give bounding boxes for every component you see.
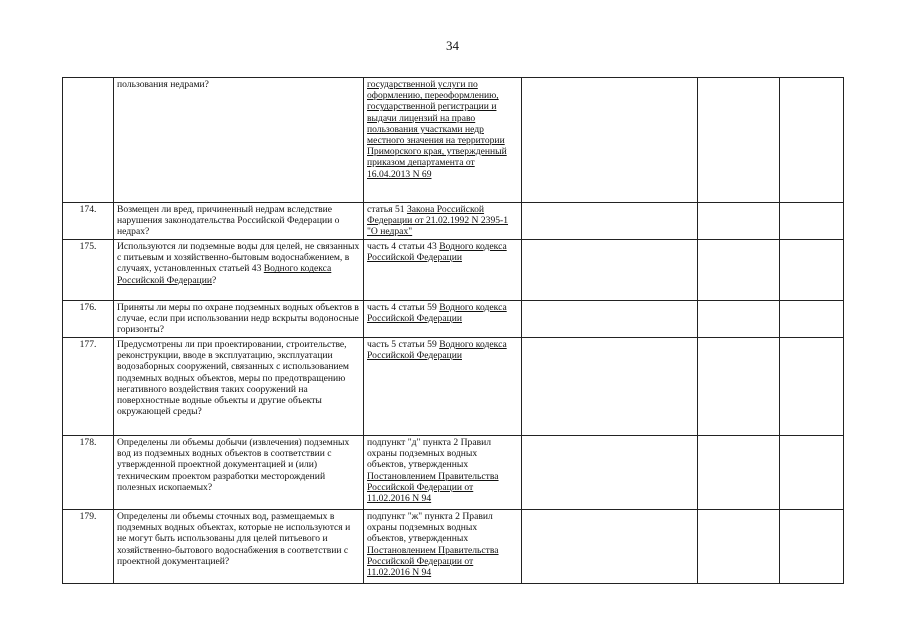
question-cell: Определены ли объемы добычи (извлечения) подземных вод из подземных водных объектов в соответствии с утвержденной проектной документацией и (или) техническим проектом разработки месторождений полезных ископаемых? (114, 436, 364, 510)
question-cell (114, 240, 364, 301)
answer-cell (522, 436, 698, 510)
reference-text: часть 5 статьи 59 (367, 339, 440, 350)
no-cell (780, 510, 844, 584)
legal-reference-link[interactable]: государственной услуги по оформлению, переоформлению, государственной регистрации и выдачи лицензий на право пользования участками недр местного значения на территории Приморского края, утвержденный приказом департамента от 16.04.2013 N 69 (367, 79, 507, 180)
no-cell (780, 436, 844, 510)
reference-text: часть 4 статьи 59 (367, 302, 440, 313)
table-row (63, 240, 844, 301)
answer-cell (522, 203, 698, 240)
legal-reference-link[interactable]: Постановлением Правительства Российской Федерации от 11.02.2016 N 94 (367, 470, 499, 505)
answer-cell (522, 78, 698, 203)
requirements-table (62, 77, 844, 584)
yes-cell (698, 203, 780, 240)
question-cell: Предусмотрены ли при проектировании, строительстве, реконструкции, вводе в эксплуатацию, эксплуатации водозаборных сооружений, связанных с использованием подземных водных объектов, меры по предотвращению негативного воздействия таких сооружений на поверхностные водные объекты и другие объекты окружающей среды? (114, 338, 364, 436)
item-number (63, 78, 114, 203)
legal-basis-cell (364, 203, 522, 240)
reference-text: подпункт "ж" пункта 2 Правил охраны подземных водных объектов, утвержденных (367, 511, 493, 545)
answer-cell (522, 240, 698, 301)
no-cell (780, 78, 844, 203)
item-number: 175. (63, 240, 114, 301)
legal-basis-cell (364, 510, 522, 584)
reference-text: Используются ли подземные воды для целей, не связанных с питьевым и хозяйственно-бытовым водоснабжением, в случаях, установленных статьей 43 (117, 241, 360, 275)
yes-cell (698, 436, 780, 510)
legal-reference-link[interactable]: Водного кодекса Российской Федерации (117, 263, 332, 286)
question-cell: Возмещен ли вред, причиненный недрам вследствие нарушения законодательства Российской Федерации о недрах? (114, 203, 364, 240)
yes-cell (698, 510, 780, 584)
yes-cell (698, 301, 780, 338)
legal-reference-link[interactable]: Водного кодекса Российской Федерации (367, 302, 507, 325)
item-number: 178. (63, 436, 114, 510)
legal-reference-link[interactable]: Водного кодекса Российской Федерации (367, 339, 507, 362)
item-number: 179. (63, 510, 114, 584)
legal-basis-cell (364, 436, 522, 510)
answer-cell (522, 510, 698, 584)
question-cell: Определены ли объемы сточных вод, размещаемых в подземных водных объектах, которые не используются и не могут быть использованы для целей питьевого и хозяйственно-бытового водоснабжения в соответствии с проектной документацией? (114, 510, 364, 584)
item-number: 177. (63, 338, 114, 436)
yes-cell (698, 338, 780, 436)
legal-basis-cell (364, 301, 522, 338)
legal-basis-cell (364, 240, 522, 301)
page-number: 34 (446, 38, 459, 53)
table-row (63, 301, 844, 338)
item-number: 176. (63, 301, 114, 338)
reference-text: статья 51 (367, 204, 407, 215)
answer-cell (522, 338, 698, 436)
legal-basis-cell (364, 338, 522, 436)
legal-reference-link[interactable]: Водного кодекса Российской Федерации (367, 241, 507, 264)
yes-cell (698, 78, 780, 203)
legal-basis-cell (364, 78, 522, 203)
question-cell: Приняты ли меры по охране подземных водных объектов в случае, если при использовании недр вскрыты водоносные горизонты? (114, 301, 364, 338)
reference-text: ? (212, 274, 217, 286)
answer-cell (522, 301, 698, 338)
reference-text: часть 4 статьи 43 (367, 241, 440, 252)
reference-text: подпункт "д" пункта 2 Правил охраны подземных водных объектов, утвержденных (367, 437, 492, 471)
table-row (63, 436, 844, 510)
yes-cell (698, 240, 780, 301)
no-cell (780, 301, 844, 338)
table-row (63, 78, 844, 203)
table-row (63, 338, 844, 436)
legal-reference-link[interactable]: Постановлением Правительства Российской Федерации от 11.02.2016 N 94 (367, 544, 499, 579)
no-cell (780, 240, 844, 301)
no-cell (780, 338, 844, 436)
question-cell: пользования недрами? (114, 78, 364, 203)
no-cell (780, 203, 844, 240)
item-number: 174. (63, 203, 114, 240)
table-row (63, 203, 844, 240)
table-row (63, 510, 844, 584)
legal-reference-link[interactable]: Закона Российской Федерации от 21.02.1992 N 2395-1 "О недрах" (367, 204, 509, 238)
